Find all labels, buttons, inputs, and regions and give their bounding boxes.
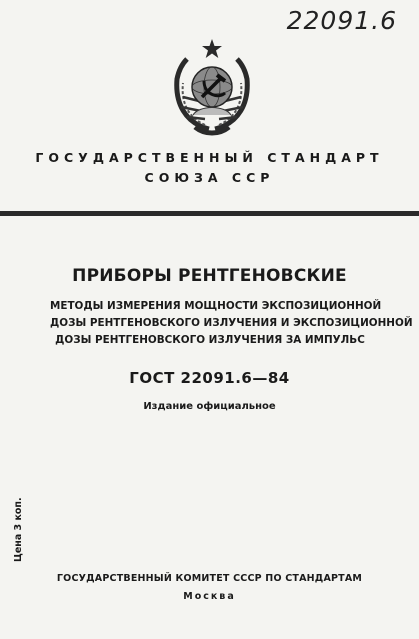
gost-number: ГОСТ 22091.6—84 [129, 369, 290, 387]
publisher-committee: ГОСУДАРСТВЕННЫЙ КОМИТЕТ СССР ПО СТАНДАРТАМ [56, 573, 363, 584]
divider-rule [0, 211, 419, 216]
subtitle-line: ДОЗЫ РЕНТГЕНОВСКОГО ИЗЛУЧЕНИЯ И ЭКСПОЗИЦИОННОЙ [50, 317, 413, 329]
subtitle-line: МЕТОДЫ ИЗМЕРЕНИЯ МОЩНОСТИ ЭКСПОЗИЦИОННОЙ [50, 300, 382, 312]
subtitle-line: ДОЗЫ РЕНТГЕНОВСКОГО ИЗЛУЧЕНИЯ ЗА ИМПУЛЬС [55, 334, 365, 346]
document-title: ПРИБОРЫ РЕНТГЕНОВСКИЕ [72, 266, 347, 286]
price-label: Цена 3 коп. [13, 497, 24, 562]
handwritten-number: 22091.6 [286, 6, 397, 35]
edition-note: Издание официальное [143, 401, 276, 412]
publisher-city: Москва [183, 591, 236, 602]
document-subtitle [50, 298, 413, 349]
ussr-emblem-icon [171, 37, 253, 139]
state-standard-heading: ГОСУДАРСТВЕННЫЙ СТАНДАРТ [35, 150, 384, 165]
union-heading: СОЮЗА ССР [144, 170, 275, 185]
